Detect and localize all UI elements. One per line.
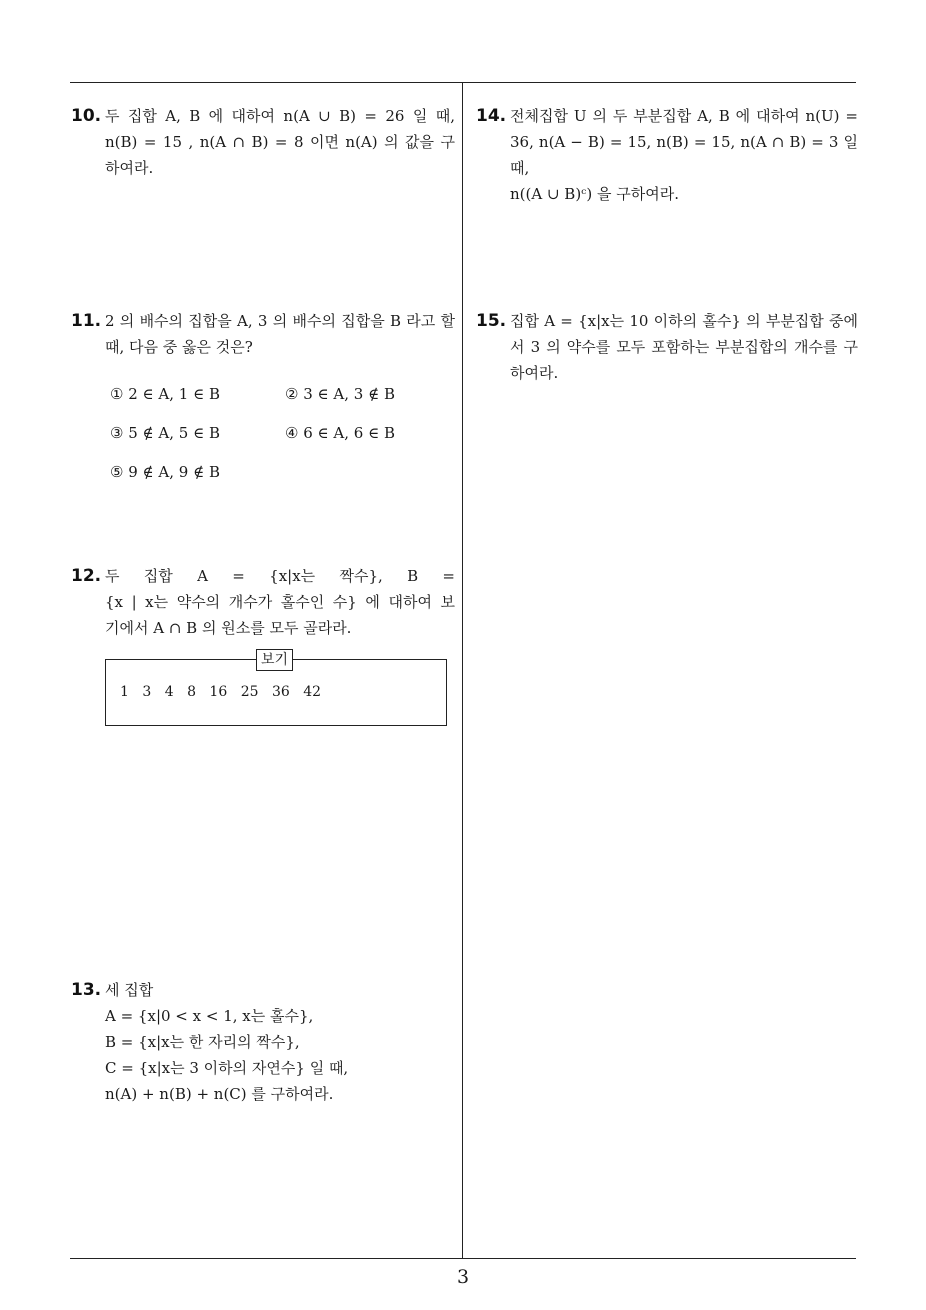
question-12: [71, 563, 455, 641]
bogi-title: 보기: [256, 649, 293, 671]
question-line: 두 집합 A = {x|x는 짝수}, B =: [105, 567, 455, 585]
question-line: 36, n(A − B) = 15, n(B) = 15, n(A ∩ B) = 3 일 때,: [510, 133, 858, 177]
question-line: 하여라.: [105, 159, 154, 177]
question-14: [476, 103, 858, 207]
question-number: 13.: [71, 980, 102, 1000]
question-line: 두 집합 A, B 에 대하여 n(A ∪ B) = 26 일 때,: [105, 107, 455, 125]
question-text: [510, 308, 858, 386]
question-number: 10.: [71, 106, 102, 126]
question-number: 14.: [476, 106, 507, 126]
bogi-items: 1 3 4 8 16 25 36 42: [120, 684, 322, 700]
option-1: ① 2 ∈ A, 1 ∈ B: [110, 385, 220, 403]
option-5: ⑤ 9 ∉ A, 9 ∉ B: [110, 463, 220, 481]
question-text: [105, 308, 455, 360]
question-number: 11.: [71, 311, 102, 331]
question-text: [105, 103, 455, 181]
option-2: ② 3 ∈ A, 3 ∉ B: [285, 385, 395, 403]
column-divider: [462, 83, 463, 1258]
option-4: ④ 6 ∈ A, 6 ∈ B: [285, 424, 395, 442]
question-line: {x | x는 약수의 개수가 홀수인 수} 에 대하여 보: [105, 593, 455, 611]
question-line: 세 집합: [105, 981, 154, 999]
question-15: [476, 308, 858, 386]
question-line: 전체집합 U 의 두 부분집합 A, B 에 대하여 n(U) =: [510, 107, 858, 125]
question-text: [510, 103, 858, 207]
question-text: [105, 977, 455, 1107]
question-13: [71, 977, 455, 1107]
top-rule: [70, 82, 856, 83]
question-text: [105, 563, 455, 641]
question-11: [71, 308, 455, 360]
question-line: n((A ∪ B)ᶜ) 을 구하여라.: [510, 185, 679, 203]
question-line: n(A) + n(B) + n(C) 를 구하여라.: [105, 1085, 334, 1103]
question-number: 12.: [71, 566, 102, 586]
question-10: [71, 103, 455, 181]
question-line: A = {x|0 < x < 1, x는 홀수},: [105, 1007, 314, 1025]
option-3: ③ 5 ∉ A, 5 ∈ B: [110, 424, 220, 442]
bogi-box: [105, 652, 447, 726]
question-line: C = {x|x는 3 이하의 자연수} 일 때,: [105, 1059, 349, 1077]
question-line: 때, 다음 중 옳은 것은?: [105, 338, 253, 356]
question-line: 2 의 배수의 집합을 A, 3 의 배수의 집합을 B 라고 할: [105, 312, 455, 330]
question-line: 서 3 의 약수를 모두 포함하는 부분집합의 개수를 구: [510, 338, 858, 356]
question-line: B = {x|x는 한 자리의 짝수},: [105, 1033, 300, 1051]
question-line: 하여라.: [510, 364, 559, 382]
bottom-rule: [70, 1258, 856, 1259]
question-line: 집합 A = {x|x는 10 이하의 홀수} 의 부분집합 중에: [510, 312, 858, 330]
page-number: 3: [456, 1266, 470, 1288]
question-line: 기에서 A ∩ B 의 원소를 모두 골라라.: [105, 619, 352, 637]
question-number: 15.: [476, 311, 507, 331]
question-line: n(B) = 15 , n(A ∩ B) = 8 이면 n(A) 의 값을 구: [105, 133, 455, 151]
